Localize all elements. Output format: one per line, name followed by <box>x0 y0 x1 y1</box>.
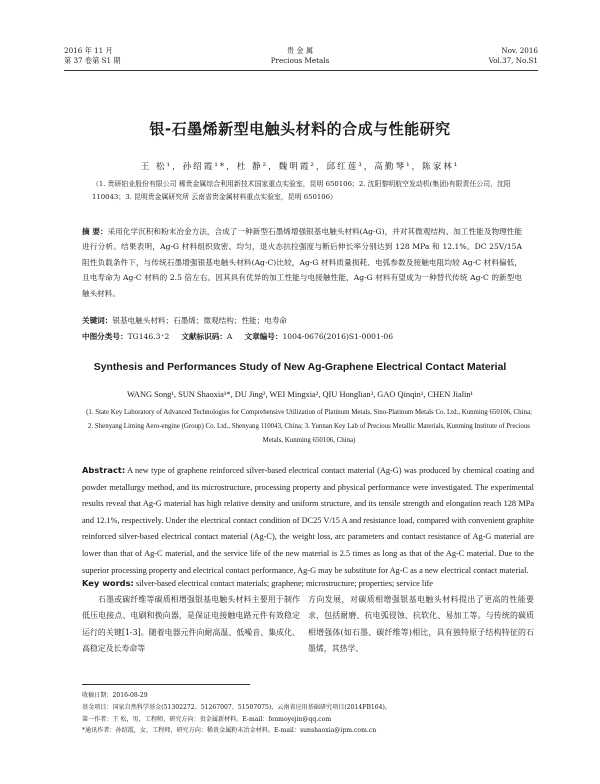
clc-value: TG146.3⁺2 <box>127 332 170 341</box>
title-en: Synthesis and Performances Study of New Ag-Graphene Electrical Contact Material <box>93 362 507 373</box>
keywords-en-text: silver-based electrical contact materials; graphene; microstructure; properties; service life <box>135 579 433 588</box>
article-id-value: 1004-0676(2016)S1-0001-06 <box>282 332 394 341</box>
footnote-received: 收稿日期：2016-08-29 <box>82 692 148 699</box>
header-date: 2016 年 11 月 <box>64 46 113 55</box>
body-column-left: 石墨或碳纤维等碳质相增强银基电触头材料主要用于制作低压电接点、电刷和换向器，是保证电接触电路元件有效稳定运行的关键[1-3]。随着电器元件向耐高温、低噪音、集成化、高稳定及长寿命等 <box>82 595 300 653</box>
abstract-zh-text: 采用化学沉积和粉末冶金方法，合成了一种新型石墨烯增强银基电触头材料(Ag-G)，并对其微观结构、加工性能及物理性能进行分析。结果表明，Ag-G 材料组织致密、均匀，退火态抗拉强度与断后伸长率分别达到 128 MPa 和 12.1%。DC 25V/15A 阻性负载条件下，与传统石墨增强银基电触头材料(Ag-C)比较，Ag-G 材料质量损耗、电弧参数及接触电阻均较 Ag-C 材料偏低，且电寿命为 Ag-C 材料的 2.5 倍左右。因其具有优异的加工性能与电接触性能，Ag-G 材料有望成为一种替代传统 Ag-C 的新型电触头材料。 <box>82 227 522 298</box>
abstract-en-label: Abstract: <box>82 465 126 475</box>
title-zh: 银-石墨烯新型电触头材料的合成与性能研究 <box>149 120 451 138</box>
header-divider <box>64 70 538 71</box>
doc-code-value: A <box>226 332 233 341</box>
header-volume: 第 37 卷第 S1 期 <box>64 56 121 65</box>
keywords-zh-label: 关键词： <box>82 316 113 325</box>
footnote-divider <box>82 684 250 685</box>
authors-zh: 王 松¹，孙绍霞¹*，杜 静²，魏明霞²，邱红莲³，高勤琴¹，陈家林¹ <box>140 162 460 172</box>
classification-zh <box>82 331 522 342</box>
header-volume-en: Vol.37, No.S1 <box>488 56 538 65</box>
body-column-right: 方向发展，对碳质相增强银基电触头材料提出了更高的性能要求，包括耐磨、抗电弧侵蚀、抗软化、易加工等。与传统的碳质相增强体(如石墨、碳纤维等)相比，具有独特原子结构特征的石墨烯，其热学、 <box>308 595 534 653</box>
keywords-zh-text: 银基电触头材料；石墨烯；微观结构；性能；电寿命 <box>112 316 288 325</box>
footnote-corresponding-author: *通讯作者：孙绍霞，女，工程师，研究方向：稀贵金属粉末冶金材料。E-mail：sunshaoxia@ipm.com.cn <box>82 727 377 735</box>
article-id-label: 文章编号： <box>244 332 283 341</box>
keywords-zh <box>82 315 522 326</box>
abstract-en-text: A new type of graphene reinforced silver-based electrical contact material (Ag-G) was produced by chemical coating and powder metallurgy method, and its microstructure, processing property and physical performance were investigated. The experimental results reveal that Ag-G material has high relative density and uniform structure, and its tensile strength and elongation reach 128 MPa and 12.1%, respectively. Under the electrical contact condition of DC25 V/15 A and resistance load, compared with convenient graphite reinforced silver-based electrical contact material (Ag-C), the weight loss, arc parameters and contact resistance of Ag-G material are lower than that of Ag-C material, and the service life of the new material is 2.5 times as long as that of the Ag-C material. Due to the superior processing property and electrical contact performance, Ag-G may be substitute for Ag-C as a new electrical contact material. <box>82 466 534 575</box>
footnotes <box>82 690 534 737</box>
running-header-right <box>489 46 538 66</box>
abstract-zh <box>82 224 522 301</box>
abstract-en <box>82 462 534 579</box>
keywords-en-label: Key words: <box>82 578 134 588</box>
doc-code-label: 文献标识码： <box>181 332 227 341</box>
header-date-en: Nov. 2016 <box>501 46 538 55</box>
authors-en: WANG Song¹, SUN Shaoxia¹*, DU Jing², WEI Mingxia², QIU Honglian³, GAO Qinqin¹, CHEN Jialin¹ <box>126 390 474 399</box>
clc-label: 中图分类号： <box>82 332 128 341</box>
abstract-zh-label: 摘 要： <box>82 227 108 236</box>
keywords-en <box>82 578 534 588</box>
footnote-funding: 基金项目：国家自然科学基金(51302272、51267007、51507075)，云南省应用基础研究项目(2014FB164)。 <box>82 703 392 711</box>
affiliations-en: (1. State Key Laboratory of Advanced Technologies for Comprehensive Utilization of Platinum Metals, Sino-Platinum Metals Co. Ltd., Kunming 650106, China; 2. Shenyang Liming Aero-engine (Group) Co. Ltd., Shenyang 110043, China; 3. Yunnan Key Lab of Precious Metallic Materials, Kunming Institute of Precious Metals, Kunming 650106, China) <box>86 409 532 444</box>
journal-name-zh: 贵 金 属 <box>286 46 314 55</box>
affiliations-zh: （1. 贵研铂业股份有限公司 稀贵金属综合利用新技术国家重点实验室，昆明 650106；2. 沈阳黎明航空发动机(集团)有限责任公司，沈阳 110043；3. 昆明贵金属研究所 云南省贵金属材料重点实验室，昆明 650106） <box>92 180 511 201</box>
journal-name-en: Precious Metals <box>270 56 330 65</box>
footnote-first-author: 第一作者：王 松，男，工程师，研究方向：贵金属新材料。E-mail：fenmoyejin@qq.com <box>82 715 332 723</box>
